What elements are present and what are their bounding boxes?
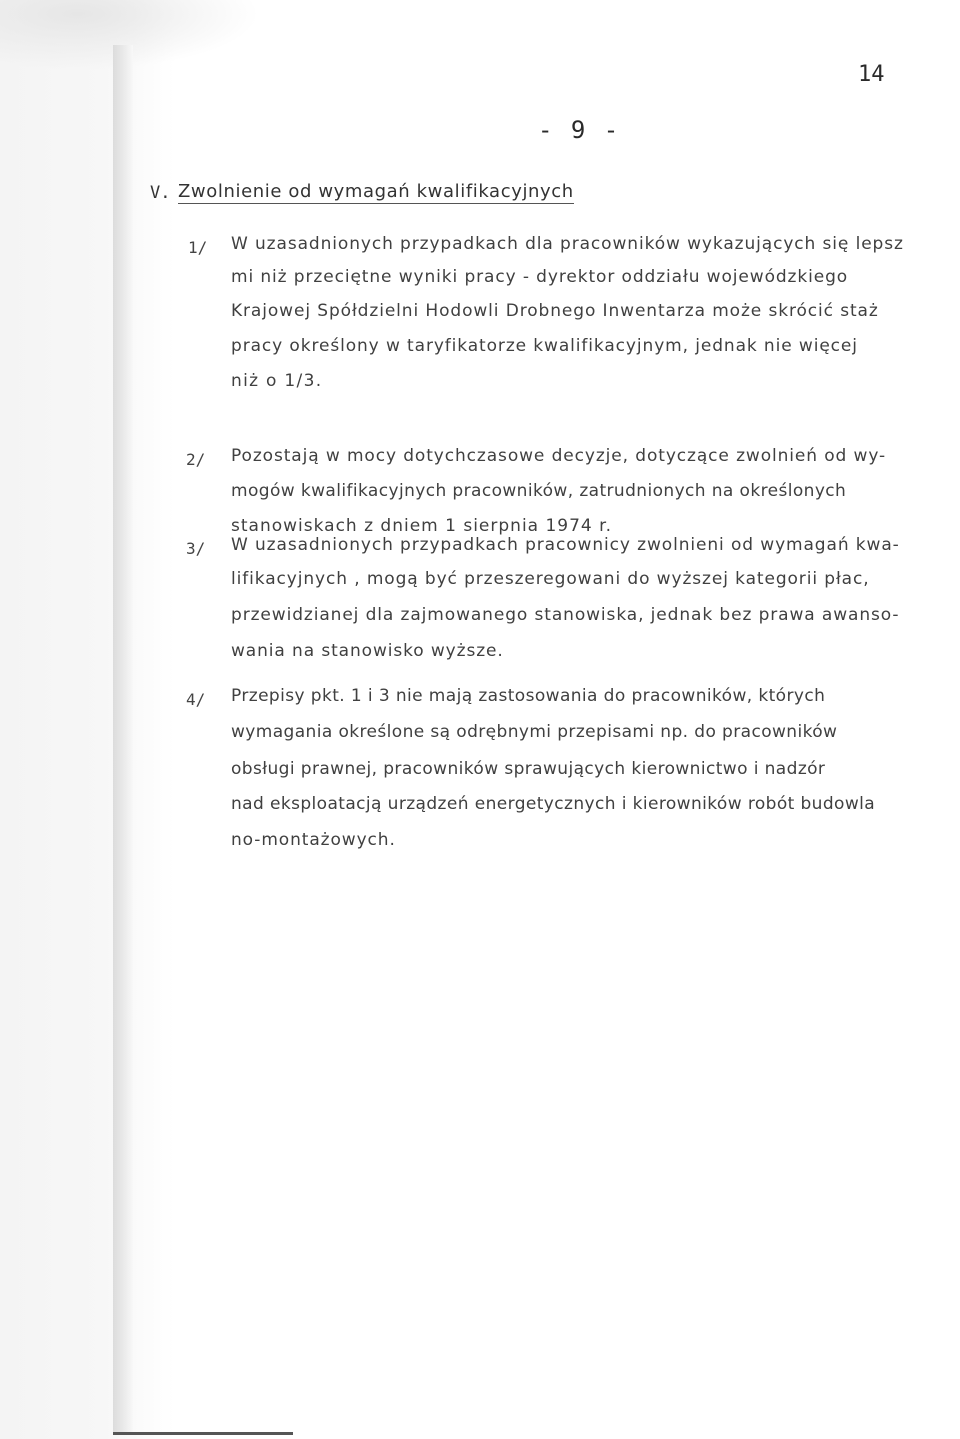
item-number-3: 3/ — [186, 539, 206, 558]
item-3-line-3: przewidzianej dla zajmowanego stanowiska, jednak bez prawa awanso- — [231, 605, 900, 625]
scan-page-edge — [113, 45, 133, 1435]
item-3-line-2: lifikacyjnych , mogą być przeszeregowani do wyższej kategorii płac, — [231, 569, 870, 589]
item-4-line-3: obsługi prawnej, pracowników sprawujących kierownictwo i nadzór — [231, 759, 826, 779]
item-1-line-2: mi niż przeciętne wyniki pracy - dyrektor oddziału wojewódzkiego — [231, 267, 849, 287]
item-3-line-1: W uzasadnionych przypadkach pracownicy zwolnieni od wymagań kwa- — [231, 535, 900, 555]
item-1-line-5: niż o 1/3. — [231, 371, 323, 391]
scan-margin-shadow — [0, 0, 175, 1439]
item-number-2: 2/ — [186, 450, 206, 469]
item-4-line-2: wymagania określone są odrębnymi przepisami np. do pracowników — [231, 722, 838, 742]
folio-number: 14 — [858, 62, 885, 87]
item-4-line-1: Przepisy pkt. 1 i 3 nie mają zastosowania do pracowników, których — [231, 686, 826, 706]
item-number-1: 1/ — [188, 238, 208, 257]
scan-bottom-edge — [113, 1432, 293, 1435]
item-4-line-5: no-montażowych. — [231, 830, 396, 850]
item-2-line-2: mogów kwalifikacyjnych pracowników, zatrudnionych na określonych — [231, 481, 847, 501]
item-2-line-3: stanowiskach z dniem 1 sierpnia 1974 r. — [231, 516, 612, 536]
item-1-line-3: Krajowej Spółdzielni Hodowli Drobnego Inwentarza może skrócić staż — [231, 301, 879, 321]
item-2-line-1: Pozostają w mocy dotychczasowe decyzje, dotyczące zwolnień od wy- — [231, 446, 887, 466]
item-3-line-4: wania na stanowisko wyższe. — [231, 641, 504, 661]
page-number: - 9 - — [538, 116, 621, 144]
section-marker: V. — [150, 183, 171, 203]
item-number-4: 4/ — [186, 690, 206, 709]
item-4-line-4: nad eksploatacją urządzeń energetycznych i kierowników robót budowla — [231, 794, 876, 814]
section-title: Zwolnienie od wymagań kwalifikacyjnych — [178, 181, 574, 202]
item-1-line-1: W uzasadnionych przypadkach dla pracowników wykazujących się lepsz — [231, 234, 904, 254]
item-1-line-4: pracy określony w taryfikatorze kwalifikacyjnym, jednak nie więcej — [231, 336, 858, 356]
